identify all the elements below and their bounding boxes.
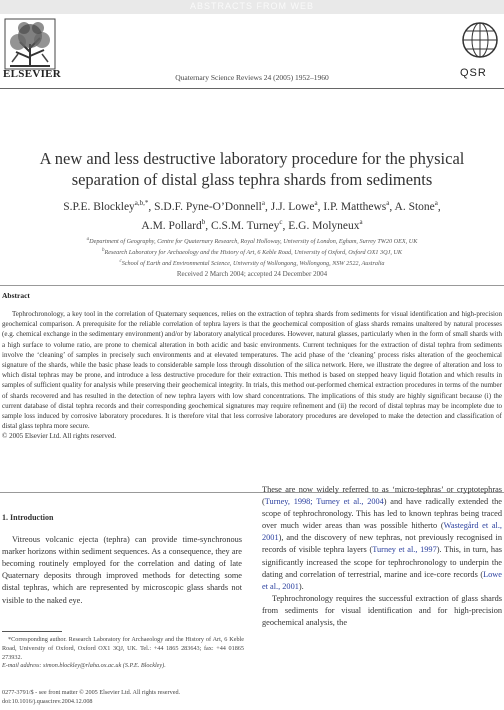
author-affiliation-mark: a <box>434 199 438 207</box>
author-name: C.S.M. Turney <box>211 219 280 232</box>
author-name: A.M. Pollard <box>141 219 202 232</box>
affiliation-text: Research Laboratory for Archaeology and the History of Art, 6 Keble Road, University of Oxford, Oxford OX1 3QJ, UK <box>104 249 403 257</box>
abstract-copyright: © 2005 Elsevier Ltd. All rights reserved. <box>2 432 117 441</box>
citation-link[interactable]: Turney et al., 1997 <box>372 545 437 555</box>
author-list <box>10 196 494 234</box>
author-affiliation-mark: a <box>314 199 318 207</box>
qsr-globe-logo-icon <box>459 18 501 72</box>
abstract-text: Tephrochronology, a key tool in the correlation of Quaternary sequences, relies on the extraction of tephra shards from sediments for visual identification and high-precision geochemical comparison. A prerequisite for the reliable correlation of tephra layers is that the geochemical composition of glass shards remains unaltered by natural processes (e.g. chemical exchange in the sedimentary environment) and/or by laboratory analytical procedures. However, natural glasses, particularly when in the form of small shards with a high surface to volume ratio, are prone to chemical alteration in both acidic and basic environments. Current techniques for the extraction of distal tephra from sediments involve the ‘cleaning’ of samples in precisely such environments and at elevated temperatures. The acid phase of the ‘cleaning’ process risks alteration of the geochemical signature of the shards, while the basic phase leads to considerable sample loss through dissolution of the silica network. Here, we illustrate the degree of alteration and loss to which distal tephras may be prone, and introduce a less destructive procedure for their extraction. This method is based on stepped heavy liquid flotation and which results in samples of sufficient quality for analysis while preserving their geochemical integrity. In trials, this method out-performed chemical extraction procedures in terms of the number of shards recovered and has resulted in the detection of new tephra layers with low shard concentrations. The implications of this study are highly significant because (i) the current database of distal tephra records and their corresponding geochemical signatures may require refinement and (ii) the record of distal tephras may be incomplete due to sample loss induced by corrosive laboratory procedures. It is therefore vital that less corrosive laboratory procedures are developed to make the detection and classification of distal glass tephra more secure. <box>2 310 502 431</box>
top-banner-text: ABSTRACTS FROM WEB <box>189 1 314 11</box>
author-name: J.J. Lowe <box>270 200 315 213</box>
abstract-top-divider <box>0 285 504 286</box>
affiliation-mark: b <box>101 248 105 254</box>
text-run: These are now widely referred to as ‘micro-tephras’ or cryptotephras ( <box>262 485 502 507</box>
author-affiliation-mark: b <box>201 217 206 226</box>
author-line-1: S.P.E. Blockley$^{a,b,*}$, S.D.F. Pyne-O’Donnell$^a$, J.J. Lowe$^a$, I.P. Matthews$^a$, A. Stone$^a$, <box>63 199 441 213</box>
elsevier-tree-logo-icon <box>4 18 56 70</box>
front-matter-info <box>2 689 262 707</box>
author-line-2: A.M. Pollard$^b$, C.S.M. Turney$^c$, E.G. Molyneux$^a$ <box>141 217 363 232</box>
journal-citation: Quaternary Science Reviews 24 (2005) 1952–1960 <box>175 73 329 82</box>
author-name: S.D.F. Pyne-O’Donnell <box>154 200 262 213</box>
header-divider <box>0 88 504 89</box>
affiliations <box>20 235 484 268</box>
intro-paragraph-right-2: Tephrochronology requires the successful extraction of glass shards from sediments for visual identification and for high-precision geochemical analysis, the <box>262 593 502 628</box>
doi-line[interactable]: doi:10.1016/j.quascirev.2004.12.008 <box>2 697 93 705</box>
issn-line: 0277-3791/$ - see front matter © 2005 Elsevier Ltd. All rights reserved. <box>2 689 181 696</box>
top-banner <box>0 0 504 14</box>
abstract-body <box>2 309 502 442</box>
author-affiliation-mark: c <box>279 217 283 226</box>
right-column <box>262 484 502 629</box>
text-run: ) and have radically extended the scope of tephrochronology. This has led to known tephras being traced over much wider areas than was possible hitherto ( <box>262 497 502 531</box>
author-name: A. Stone <box>394 200 435 213</box>
text-run: ), and the discovery of new tephras, not previously recognised in records of visible tephra layers ( <box>262 533 502 555</box>
intro-paragraph-left: Vitreous volcanic ejecta (tephra) can provide time-synchronous marker horizons within sediment sequences. As a consequence, they are becoming routinely employed for the correlation and dating of late Quaternary deposits through improved methods for detecting some distal tephras, which are represented by microscopic glass shards not visible to the naked eye. <box>2 535 242 605</box>
citation-link[interactable]: Wastegård et al., 2001 <box>262 521 502 543</box>
author-affiliation-mark: a <box>359 217 363 226</box>
footnote-text: *Corresponding author. Research Laboratory for Archaeology and the History of Art, 6 Keble Road, University of Oxford, Oxford OX1 3QJ, UK. Tel.: +44 1865 283643; fax: +44 01865 273932. <box>2 636 244 661</box>
left-column <box>2 512 242 607</box>
corresponding-author-footnote <box>2 636 244 671</box>
journal-logo-text: QSR <box>460 67 487 79</box>
author-name: S.P.E. Blockley <box>63 200 135 213</box>
affiliation-line <box>20 257 484 268</box>
citation-link[interactable]: Lowe et al., 2001 <box>262 569 502 591</box>
citation-link[interactable]: Turney, 1998; Turney et al., 2004 <box>264 497 384 507</box>
journal-header <box>0 0 504 92</box>
publisher-name: ELSEVIER <box>3 68 62 80</box>
section-heading-introduction: 1. Introduction <box>2 513 54 522</box>
affiliation-text: Department of Geography, Centre for Quaternary Research, Royal Holloway, University of London, Egham, Surrey TW20 OEX, UK <box>89 238 418 246</box>
received-accepted-dates: Received 2 March 2004; accepted 24 December 2004 <box>176 270 328 278</box>
article-title: A new and less destructive laboratory procedure for the physical separation of distal glass tephra shards from sediments <box>39 149 465 189</box>
author-name: E.G. Molyneux <box>288 219 360 232</box>
intro-paragraph-right-1 <box>262 484 502 593</box>
footnote-divider <box>2 631 62 632</box>
author-affiliation-mark: a,b,* <box>134 199 149 207</box>
affiliation-line <box>20 235 484 246</box>
author-affiliation-mark: a <box>386 199 390 207</box>
author-name: I.P. Matthews <box>323 200 387 213</box>
text-run: ). This, in turn, has significantly increased the scope for tephrochronology to underpin the dating and correlation of terrestrial, marine and ice-core records ( <box>262 545 502 579</box>
author-affiliation-mark: a <box>261 199 265 207</box>
footnote-email[interactable]: E-mail address: simon.blockley@rlaha.ox.ac.uk (S.P.E. Blockley). <box>2 662 166 670</box>
abstract-heading: Abstract <box>2 291 30 300</box>
affiliation-mark: c <box>119 259 122 265</box>
affiliation-text: School of Earth and Environmental Science, University of Wollongong, Wollongong, NSW 2522, Australia <box>121 260 385 268</box>
text-run: ). <box>298 581 304 591</box>
affiliation-line <box>20 246 484 257</box>
affiliation-mark: a <box>86 237 90 242</box>
